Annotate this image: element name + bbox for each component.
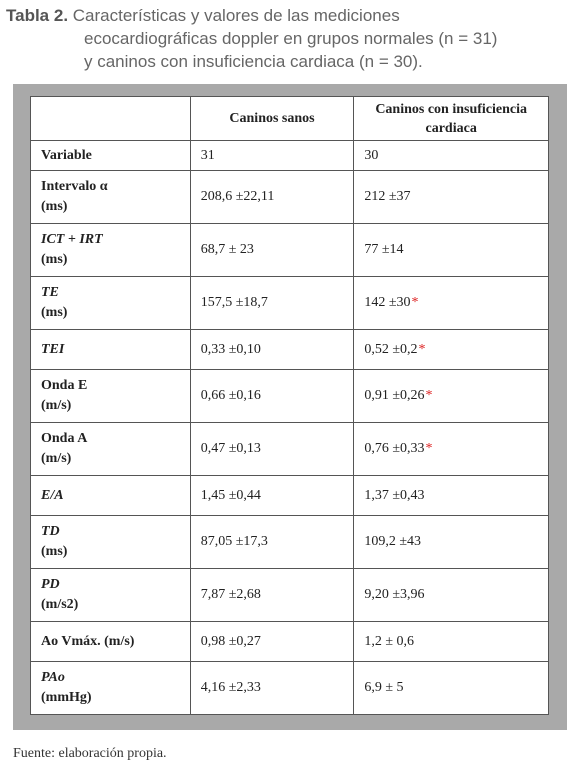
- variable-cell: PAo (mmHg): [31, 662, 191, 715]
- sanos-value: 31: [190, 141, 354, 171]
- caption-line-2: ecocardiográficas doppler en grupos normales (n = 31): [84, 29, 498, 48]
- variable-cell: Ao Vmáx. (m/s): [31, 622, 191, 662]
- table-row: [31, 330, 549, 370]
- sanos-value: 0,47 ±0,13: [190, 423, 354, 476]
- table-caption: [6, 4, 566, 73]
- variable-cell: E/A: [31, 476, 191, 516]
- variable-cell: Onda E (m/s): [31, 370, 191, 423]
- sanos-value: 157,5 ±18,7: [190, 277, 354, 330]
- table-row: [31, 423, 549, 476]
- ic-value: 0,91 ±0,26*: [354, 370, 549, 423]
- table-row: [31, 476, 549, 516]
- ic-value: 109,2 ±43: [354, 516, 549, 569]
- source-note: Fuente: elaboración propia.: [13, 746, 167, 761]
- table-row: [31, 277, 549, 330]
- ic-value: 0,52 ±0,2*: [354, 330, 549, 370]
- ic-value: 1,2 ± 0,6: [354, 622, 549, 662]
- ic-value: 6,9 ± 5: [354, 662, 549, 715]
- significance-star: *: [425, 388, 433, 403]
- ic-value: 142 ±30*: [354, 277, 549, 330]
- variable-cell: TEI: [31, 330, 191, 370]
- sanos-value: 4,16 ±2,33: [190, 662, 354, 715]
- header-cell-empty: [31, 97, 191, 141]
- table-frame: [13, 84, 567, 730]
- data-table: [30, 96, 549, 715]
- ic-value: 30: [354, 141, 549, 171]
- sanos-value: 0,66 ±0,16: [190, 370, 354, 423]
- table-row: [31, 516, 549, 569]
- sanos-value: 68,7 ± 23: [190, 224, 354, 277]
- table-row: [31, 569, 549, 622]
- sanos-value: 208,6 ±22,11: [190, 171, 354, 224]
- sanos-value: 7,87 ±2,68: [190, 569, 354, 622]
- table-row: [31, 662, 549, 715]
- table-row: [31, 171, 549, 224]
- sanos-value: 1,45 ±0,44: [190, 476, 354, 516]
- caption-label: Tabla 2.: [6, 6, 69, 25]
- table-row: [31, 141, 549, 171]
- caption-line-1: Características y valores de las mediciones: [72, 6, 400, 25]
- ic-value: 1,37 ±0,43: [354, 476, 549, 516]
- table-row: [31, 370, 549, 423]
- ic-value: 77 ±14: [354, 224, 549, 277]
- significance-star: *: [411, 295, 419, 310]
- sanos-value: 0,33 ±0,10: [190, 330, 354, 370]
- variable-cell: Intervalo α (ms): [31, 171, 191, 224]
- variable-cell: TE (ms): [31, 277, 191, 330]
- table-row: [31, 622, 549, 662]
- ic-value: 212 ±37: [354, 171, 549, 224]
- variable-cell: Variable: [31, 141, 191, 171]
- sanos-value: 0,98 ±0,27: [190, 622, 354, 662]
- variable-cell: TD (ms): [31, 516, 191, 569]
- table-header-row: [31, 97, 549, 141]
- table-row: [31, 224, 549, 277]
- significance-star: *: [418, 341, 426, 357]
- header-cell-insuficiencia: Caninos con insuficiencia cardiaca: [354, 97, 549, 141]
- significance-star: *: [425, 441, 433, 456]
- ic-value: 0,76 ±0,33*: [354, 423, 549, 476]
- header-cell-sanos: Caninos sanos: [190, 97, 354, 141]
- caption-line-3: y caninos con insuficiencia cardiaca (n = 30).: [84, 52, 423, 71]
- variable-cell: ICT + IRT (ms): [31, 224, 191, 277]
- ic-value: 9,20 ±3,96: [354, 569, 549, 622]
- variable-cell: PD (m/s2): [31, 569, 191, 622]
- sanos-value: 87,05 ±17,3: [190, 516, 354, 569]
- variable-cell: Onda A (m/s): [31, 423, 191, 476]
